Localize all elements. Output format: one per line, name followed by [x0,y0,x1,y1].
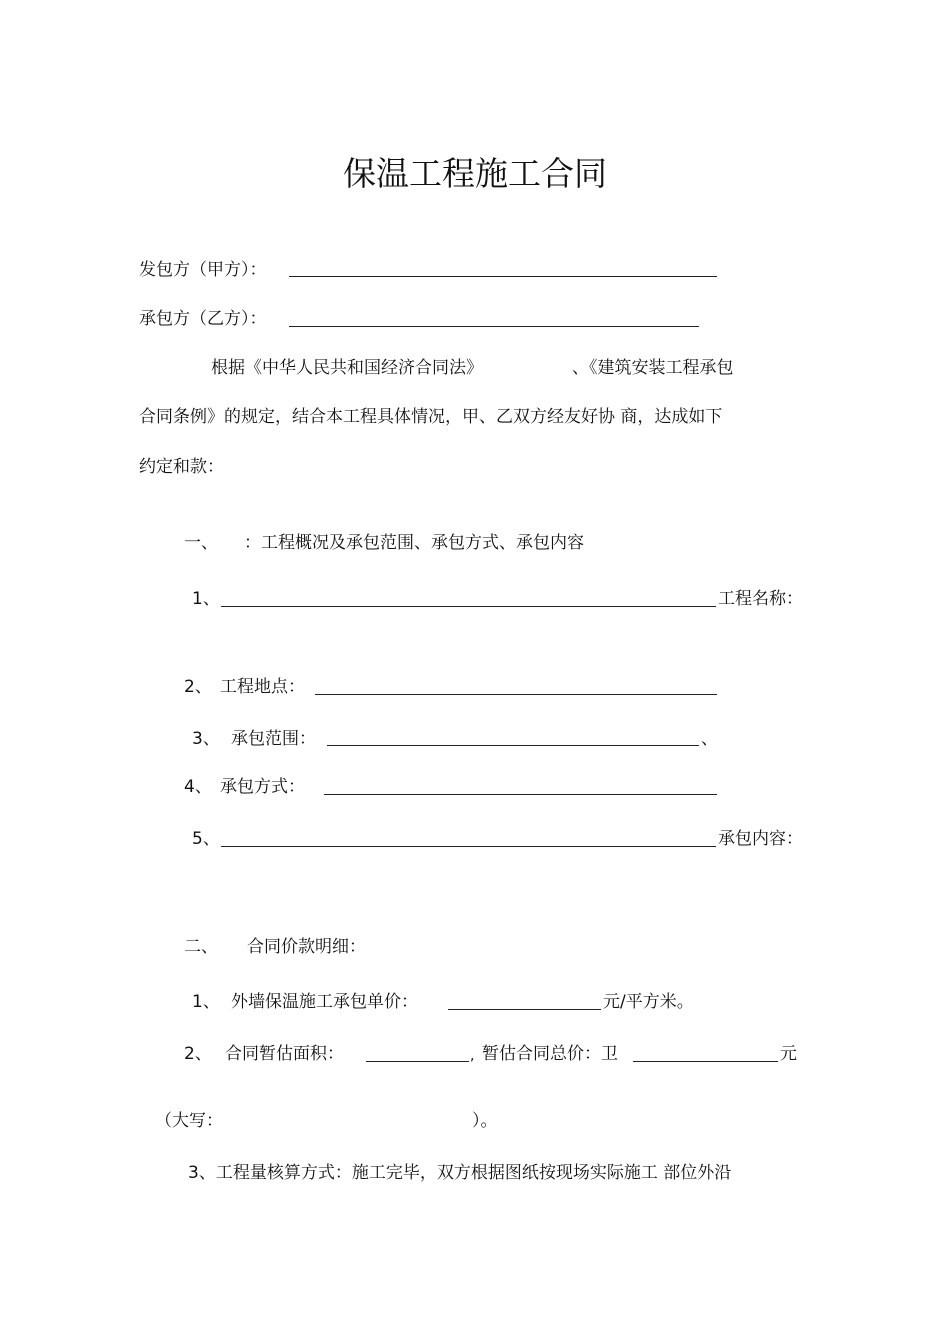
price-item1-number: 1、 [192,992,220,1012]
area-label: 合同暂估面积： [225,1044,344,1064]
party-b-blank [289,326,699,327]
item5-label: 承包内容： [718,829,803,849]
party-b-label: 承包方（乙方）： [139,309,267,329]
capital-amount-open: （大写： [155,1111,223,1131]
item4-number: 4、 [184,777,212,797]
section1-number: 一、 [184,533,218,553]
document-title: 保温工程施工合同 [343,154,607,193]
capital-amount-close: ）。 [472,1111,498,1131]
party-a-label: 发包方（甲方）： [139,260,267,280]
item4-label: 承包方式： [220,777,305,797]
total-price-label: 暂估合同总价：卫 [482,1044,618,1064]
price-item3-text: 3、工程量核算方式：施工完毕，双方根据图纸按现场实际施工 部位外沿 [188,1163,732,1183]
item1-label: 工程名称： [718,589,803,609]
item2-label: 工程地点： [220,677,305,697]
area-blank [366,1061,469,1062]
total-price-unit: 元 [780,1044,797,1064]
section2-heading: 合同价款明细： [247,937,366,957]
section1-heading: ：工程概况及承包范围、承包方式、承包内容 [244,533,584,553]
item2-blank [315,694,717,695]
unit-price-label: 外墙保温施工承包单价： [231,992,418,1012]
preamble-line3: 约定和款： [139,457,224,477]
party-a-blank [289,276,717,277]
preamble-line1-b: 、《建筑安装工程承包 [572,358,734,378]
item3-label: 承包范围： [231,729,316,749]
preamble-line1-a: 根据《中华人民共和国经济合同法》 [211,358,483,378]
price-item2-number: 2、 [184,1044,212,1064]
item3-blank [327,745,699,746]
item3-suffix: 、 [701,729,718,749]
total-price-blank [633,1061,778,1062]
item5-number: 5、 [192,829,220,849]
item5-blank [221,846,716,847]
item1-number: 1、 [192,589,220,609]
unit-price-unit: 元/平方米。 [603,992,694,1012]
item1-blank [221,606,716,607]
preamble-line2: 合同条例》的规定，结合本工程具体情况，甲、乙双方经友好协 商，达成如下 [139,407,723,427]
item3-number: 3、 [192,729,220,749]
unit-price-blank [448,1009,601,1010]
section2-number: 二、 [184,937,218,957]
area-separator: , [470,1048,475,1064]
item2-number: 2、 [184,677,212,697]
item4-blank [324,794,717,795]
